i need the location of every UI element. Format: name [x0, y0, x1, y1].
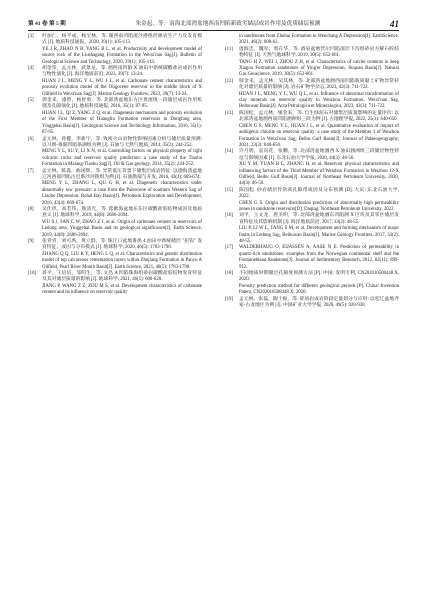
reference-text — [239, 188, 399, 214]
reference-text-english: XU Y M, YUAN B L, ZHANG H, et al. Reservoir physical characteristics and influencing factors of the Third Member of Weizhou Formation in Weizhou 12-X Oilfield, Beibu Gulf Basin[J]. Journal of Northeast Petroleum University, 2020, 44(3): 46-56. — [239, 162, 399, 187]
reference-text-chinese: 陈国松. 砂岩储层异常高孔隙带成因及分布预测 [D]. 大庆: 东北石油大学, 2022. — [239, 187, 399, 200]
reference-text-chinese: 郇金来，孟元林，吴其林，等. 北部湾盆地涠西南凹陷新间黏土矿物异常转化对储层质量的影响 [J]. 岩石矿物学杂志, 2023, 42(3): 711-722. — [239, 78, 399, 91]
running-header — [28, 14, 399, 31]
reference-entry — [225, 188, 399, 214]
reference-text-english: MENG Y L, SU Y, LI X N, et al. Controlling factors on physical property of tight volcanic rocks and reservoir quality prediction: a case study of the Tiaohu Formation in Malang-Tiaohu Sag[J]. Oil & Gas geology, 2014, 35(2): 244-252. — [42, 149, 202, 168]
reference-column-left — [28, 34, 202, 297]
reference-text-english: WALDERHAUG O, EIJASSEN A, AASE N E. Prediction of permeability in quartz-rich sandstones: examples from the Norwegian continental shelf and the Fontainebleau Sandstone[J]. Journal of Sedimentary Research, 2012, 82(11): 899-912. — [239, 245, 399, 270]
reference-number: [11] — [225, 46, 233, 52]
reference-text-chinese: 许月明，袁向花，张鹏，等. 北部湾盆地涠西 X 油田涠洲组三段储层物性特征与影响因素 [J]. 东北石油大学学报, 2020, 44(3): 46-56. — [239, 149, 399, 161]
running-title: 朱金起，等：南海北部湾盆地西南凹陷新致劣储层成岩作用及优质储层预测 — [135, 21, 321, 27]
reference-entry — [225, 213, 399, 245]
reference-text — [42, 34, 202, 66]
reference-text-english: TANG H Z, WEI J, ZHOU Z H, et al. Characteristics of calcite cements in deep Xiagou Formation sandstones of Ying'er Depression, Jiuquan Basin[J]. Natural Gas Geoscience, 2019, 30(5): 652-661. — [239, 59, 399, 78]
reference-entry — [225, 34, 399, 47]
reference-text-english: MENG Y L, ZHANG L, QU G H, et al. Diagenetic characteristics under abnormally low pressure: a case from the Paleocene of southern Western Sag of Liaohe Depression, Bohai Bay Basin[J]. Petroleum Exploration and Development, 2016, 43(4): 669-674. — [42, 181, 202, 206]
page-number: 41 — [390, 19, 399, 29]
reference-text-chinese: 不同地质时期储层孔隙度预测方法 [P]. 中国: 发明专利, CN202010508448.X, 2020. — [239, 271, 399, 283]
reference-column-right — [225, 34, 399, 309]
reference-entry — [225, 79, 399, 111]
reference-text-english: HUAN J L, MENG Y L, WU Q L, et al. Influence of abnormal transformation of clay minerals on reservoir quality in Weizhou Formation, Weixi'nan Sag, Beibuwan Basin[J]. Acta Petrologica et Mineralogica, 2023, 42(3): 711-722. — [239, 91, 399, 110]
reference-text — [239, 149, 399, 187]
reference-text-chinese: 唐海忠，魏军，周在华，等. 酒泉盆地营尔凹陷深层下沟组砂岩方解石胶结物特征 [J]. 天然气地球科学, 2019, 30(5): 652-661. — [239, 46, 399, 59]
reference-number: [8] — [28, 206, 34, 212]
reference-text — [239, 271, 399, 297]
reference-text-chinese: 张青青，刘可禹，黄立群，等. 珠江口盆地番禺 4 油田中新统储层 "扭钩" 发育特征、成因与分布模式 [J]. 地球科学, 2020, 46(5): 1783-1796. — [42, 239, 202, 251]
reference-text — [42, 137, 202, 169]
reference-text — [42, 239, 202, 271]
reference-entry — [28, 137, 202, 169]
reference-text-chinese: 孟元林，陈淼，曲国辉，等. 异常低压背景下储集层成岩特征: 以渤海湾盆地辽河西部凹陷古近系沙河街组为例 [J]. 石油勘探与开发, 2016, 43(4): 669-674. — [42, 168, 202, 180]
reference-text-english: JIANG P, WANG Z Z, ZOU M S, et al. Development characteristics of carbonate cement and its influence on reservoir quality — [42, 283, 202, 296]
reference-entry — [28, 169, 202, 207]
reference-text-chinese: 吴仕玖，高若伟，熊清光，等. 莺歌海盆地乐东区碳酸盐胶结物成因及地质意义 [J]. 地球科学, 2019, 44(8): 2686-2694. — [42, 206, 202, 219]
reference-text — [42, 98, 202, 136]
reference-number: [12] — [225, 78, 233, 84]
reference-entry — [28, 207, 202, 239]
reference-number: [14] — [225, 149, 233, 155]
reference-entry — [28, 34, 202, 66]
reference-text-english: Porosity prediction method for different geological periods [P]. China: Invention Patent, CN202010508448.X, 2020. — [239, 283, 399, 296]
reference-number: [18] — [225, 271, 233, 277]
reference-text-english: CHEN G S, MENG Y L, HUAN J L, et al. Quantitative evaluation of impact of authigenic chlorite on reservoir quality: a case study of the Member 3 of Weizhou Formation in Weixi'nan Sag, Beibu Gulf Basin[J]. Journal of Palaeogeography, 2021, 23(3): 640-650. — [239, 123, 399, 148]
reference-text-english: LIU P, LI W L, TANG S M, et al. Development and forming mechanism of major faults in Ledong Sag, Beibuwan Basin[J]. Marine Geology Frontiers, 2017, 33(2): 48-55. — [239, 226, 399, 244]
reference-text-english: YE J R, ZHAO N B, YANG B L, et al. Productivity and development model of source rock of the Liushagang Formation in the Weixi'nan Sag[J]. Bulletin of Geological Science and Technology, 2020, 39(1): 105-113. — [42, 46, 202, 65]
reference-number: [4] — [28, 66, 34, 72]
reference-entry — [225, 47, 399, 79]
reference-text — [239, 79, 399, 111]
reference-number: [16] — [225, 213, 233, 219]
reference-text — [239, 213, 399, 245]
reference-number: [10] — [28, 271, 36, 277]
reference-text — [42, 207, 202, 239]
reference-text — [42, 271, 202, 297]
reference-text-english: in sandstones from Zhuhai Formation in Wenchang A Depression[J]. EarthScience, 2021, 46(2): 600-62. — [239, 34, 399, 46]
reference-entry — [225, 245, 399, 271]
volume-issue: 第 41 卷 第 5 期 — [28, 21, 66, 27]
reference-text — [42, 169, 202, 207]
reference-text — [42, 66, 202, 98]
reference-text-english: HUAN J L, MENG Y L, WU J L, et al. Carbonate cement characteristics and porosity evolution model of the Oligocene reservoir in the middle block of X Oilfield in Weixi'nan Sag[J]. Marine Geology Frontiers, 2023, 39(7): 13-24. — [42, 78, 202, 97]
reference-text-english: WU S J, FAN C W, ZHAO Z J, et al. Origin of carbonate cement in reservoirs of Ledong area, Yinggehai Basin and its geological significance[J]. Earth Science, 2019, 44(8): 2686-2694. — [42, 219, 202, 238]
reference-entry — [28, 98, 202, 136]
reference-number: [17] — [225, 245, 233, 251]
reference-text-english: CHEN G S. Origin and distribution prediction of abnormally high permeability zones in sandstone reservoirs[D]. Daqing: Northeast Petroleum University, 2022. — [239, 200, 399, 212]
reference-number: [5] — [28, 98, 34, 104]
reference-number: [7] — [28, 168, 34, 174]
reference-entry — [28, 271, 202, 297]
reference-number: [6] — [28, 136, 34, 142]
reference-number: [3] — [28, 34, 34, 39]
reference-text-english: ZHANG Q Q, LIU K Y, HENG L Q, et al. Characteristics and genetic distribution model of top calcareous cementation layers within Zhujiang Formation in Panyu A Oilfield, Pearl River Mouth Basin[J]. Earth Science, 2021, 46(5): 1783-1796. — [42, 251, 202, 270]
reference-text-chinese: 叶加仁，杨平成，杨宝林，等. 湖西南凹陷流沙港组烃源岩生产力及发育模式 [J]. 地质科技通报，2020, 39(1): 105-113. — [42, 34, 202, 46]
reference-text-english: HUAN J L, QI Z, YANG Z Q, et al. Diagenesis mechanism and porosity evolution of the First Member of Huangliu Formation reservoirs in Dongfang area, Yinggehai Basin[J]. Geological Science and Technology Information, 2016, 35(1): 87-95. — [42, 110, 202, 136]
reference-number: [9] — [28, 239, 34, 244]
reference-text — [239, 297, 399, 310]
reference-text-chinese: 刘平，王文龙，唐圣明，等. 北部湾盆地涠东凹陷涠 X 区块及其邻区储层发育特征及其影响机制 [J]. 海洋地质前沿, 2017, 33(2): 48-55. — [239, 213, 399, 225]
reference-entry — [225, 297, 399, 310]
reference-number: [19] — [225, 296, 233, 302]
reference-text-chinese: 孟元林，张磊，陶士振，等. 碎屑岩成岩阶段定量划分与应用: 以松辽盆地齐家-古龙地区为例 [J]. 中国矿业大学学报, 2020, 49(5): 920-930. — [239, 296, 399, 309]
reference-number — [225, 34, 239, 47]
reference-entry — [225, 111, 399, 149]
reference-number: [15] — [225, 187, 233, 193]
reference-entry — [225, 271, 399, 297]
reference-text — [239, 47, 399, 79]
reference-text-chinese: 孟元林，孙健，李新宇，等. 致密火山岩物性影响因素分析与储层质量预测: 以马朗-条湖凹陷条湖组为例 [J]. 石油与天然气地质, 2014, 35(2): 244-252. — [42, 136, 202, 148]
reference-text — [239, 34, 399, 47]
reference-entry — [28, 239, 202, 271]
reference-text — [239, 245, 399, 271]
reference-text-chinese: 郭金来，漆智，杨智勇，等. 北部湾盆地东方区黄流组一段储层成岩作用机理及孔隙演化 [J]. 地质科技通报, 2016, 35(1): 87-95. — [42, 98, 202, 110]
reference-text-chinese: 蒋平，王培培，邹明生，等. 文昌 A 凹陷珠海组砂岩碳酸盐胶结物发育特征及其对储层质量的影响 [J]. 地球科学, 2021, 46(5): 600-620. — [42, 271, 202, 283]
reference-text — [239, 111, 399, 149]
reference-text-chinese: 胡金荣，孟元林，武景龙，等. 涠西南凹陷 X 油田中新统碳酸盐岩成岩作用与物性演化 [J]. 海洋地质前沿, 2023, 39(7): 13-24. — [42, 66, 202, 78]
reference-entry — [225, 149, 399, 187]
reference-entry — [28, 66, 202, 98]
reference-text-chinese: 陈国松，孟元林，郇金来，等. 自生绿泥石对储集层质量影响的定量评价: 以北部湾盆地涠西南凹陷涠洲组三段为例 [J]. 古地理学报, 2022, 25(3): 640-650. — [239, 110, 399, 123]
reference-number: [13] — [225, 110, 233, 116]
